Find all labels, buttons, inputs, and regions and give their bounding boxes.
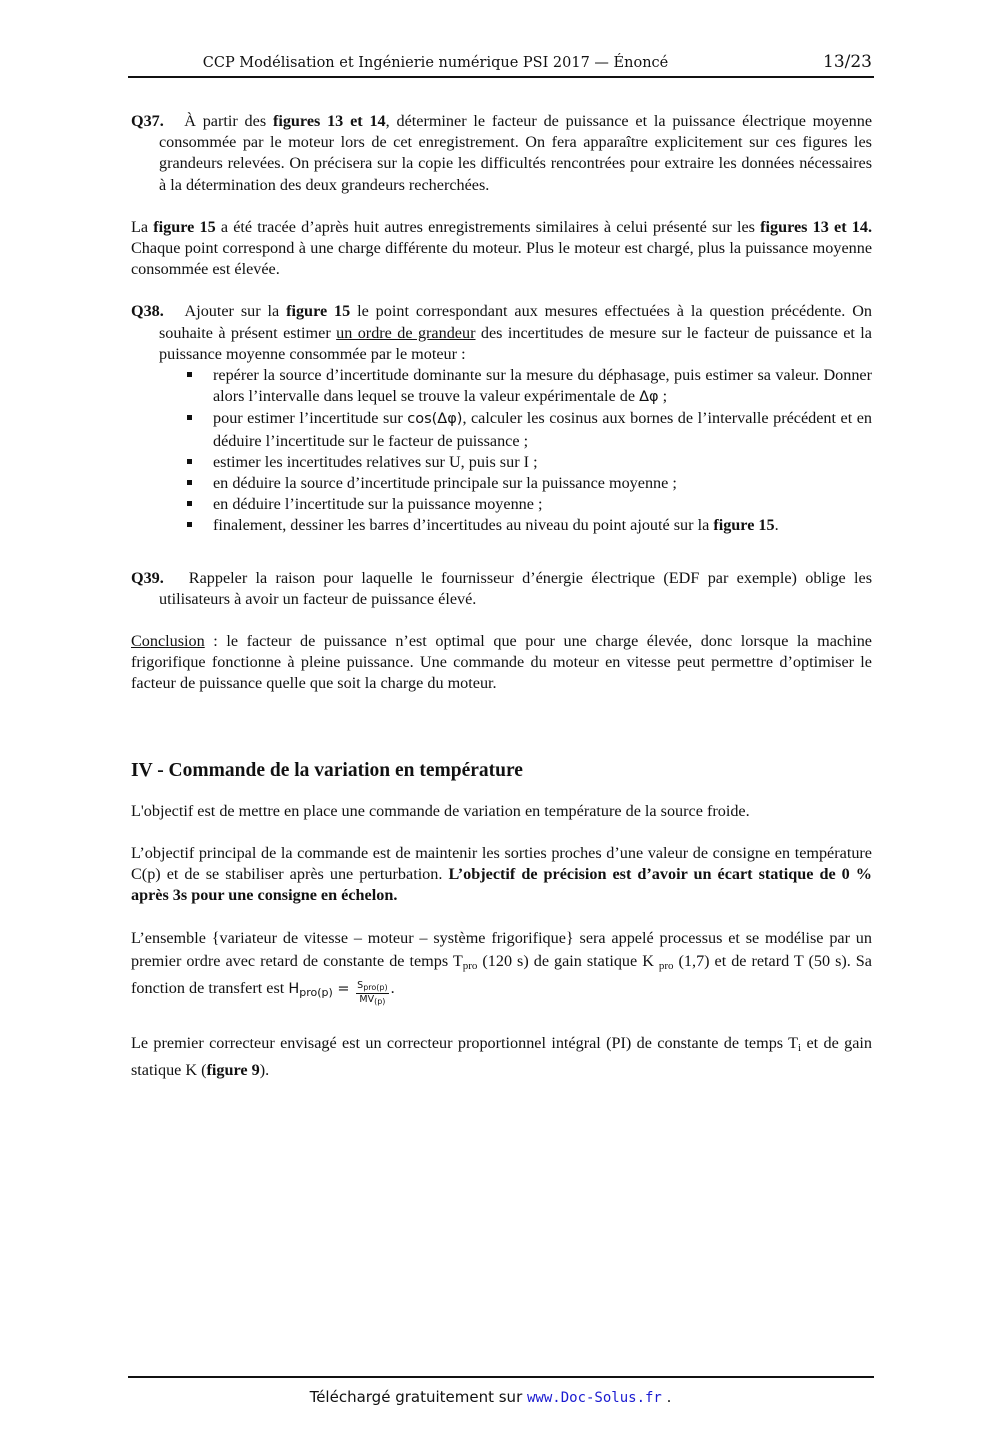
text: ; [658,387,668,406]
text: L’objectif principal de la commande est de maintenir les sorties proches d’une valeur de consigne en température C(p) et de se stabiliser après une perturbation. [131,843,872,884]
question-label: Q37. [131,112,164,130]
bullet-icon [187,501,192,506]
subscript: pro(p) [299,986,333,1000]
text: . [390,979,395,998]
text: , déterminer le facteur de puissance et la puissance électrique moyenne consommée par le moteur lors de cet enregistrement. On fera apparaître explicitement sur ces figures les grandeurs relevées. On précisera sur la copie les difficultés rencontrées pour extraire les données nécessaires à la détermination des deux grandeurs recherchées. [159,112,873,194]
q38-bullet-list [131,365,872,537]
text: À partir des [184,112,273,130]
subscript: i [798,1042,802,1055]
footer-text: Téléchargé gratuitement sur [309,1388,527,1406]
text: La [131,217,154,236]
fraction-numerator [356,980,388,994]
text: : le facteur de puissance n’est optimal que pour une charge élevée, donc lorsque la machine frigorifique fonctionne à pleine puissance. Une commande du moteur en vitesse peut permettre d’optimiser le facteur de puissance quelle que soit la charge du moteur. [131,632,872,693]
list-item [131,494,872,515]
fraction-denominator [356,994,388,1007]
figure-ref: figures 13 et 14. [760,217,873,236]
text: des incertitudes de mesure sur le facteur de puissance et la puissance moyenne consommée par le moteur : [159,323,872,363]
subscript: (p) [374,997,386,1007]
footer-text: . [661,1388,672,1406]
subscript: pro(p) [363,983,388,993]
question-39 [131,568,872,610]
text: ). [259,1060,270,1079]
page-footer [0,1388,981,1406]
transfer-function [288,980,390,1007]
math-cos-delta-phi: cos(Δφ) [407,411,463,428]
list-item [131,408,872,451]
text: L’ensemble {variateur de vitesse – moteur – système frigorifique} sera appelé processus et se modélise par un premier ordre avec retard de constante de temps T [131,929,872,970]
text: Ajouter sur la [184,302,287,321]
bullet-icon [187,372,192,377]
math-symbol: = [332,981,355,998]
text: repérer la source d’incertitude dominante sur la mesure du déphasage, puis estimer sa valeur. Donner alors l’intervalle dans lequel se trouve la valeur expérimentale de [213,366,872,406]
list-item [131,365,872,408]
list-item [131,473,872,494]
list-item [131,515,872,536]
text: en déduire l’incertitude sur la puissance moyenne ; [213,495,543,514]
footer-link[interactable]: www.Doc-Solus.fr [527,1390,662,1406]
question-37 [131,111,872,196]
question-38 [131,301,872,365]
figure-ref: figures 13 et 14 [272,112,386,130]
page-header [128,52,874,78]
paragraph-process-model [131,927,872,1007]
text: Le premier correcteur envisagé est un correcteur proportionnel intégral (PI) de constante de temps T [131,1034,799,1053]
text: (1,7) et de retard T (50 s). Sa fonction de transfert est [131,951,872,998]
text: estimer les incertitudes relatives sur U, puis sur I ; [213,452,538,471]
text: Chaque point correspond à une charge différente du moteur. Plus le moteur est chargé, plus la puissance moyenne consommée est élevée. [131,239,872,279]
header-title: CCP Modélisation et Ingénierie numérique PSI 2017 — Énoncé [202,55,669,71]
subscript: pro [462,959,478,972]
text: le point correspondant aux mesures effectuées à la question précédente. On souhaite à présent estimer [159,302,872,342]
math-symbol: H [288,981,300,998]
math-symbol: S [357,980,364,992]
bullet-icon [187,480,192,485]
underlined-text: un ordre de grandeur [336,323,476,342]
figure-ref: figure 15 [286,302,351,321]
page-number: 13/23 [823,52,872,72]
text: . [774,516,779,535]
bullet-icon [187,459,192,464]
section-heading: IV - Commande de la variation en température [131,759,523,781]
figure-ref: figure 15 [713,516,775,535]
paragraph-figure-15 [131,217,872,281]
question-label: Q38. [131,302,164,321]
list-item [131,452,872,473]
footer-rule [128,1376,874,1378]
figure-ref: figure 15 [153,217,216,236]
conclusion-paragraph [131,631,872,695]
text: pour estimer l’incertitude sur [213,409,408,428]
question-label: Q39. [131,568,164,587]
math-delta-phi: Δφ [639,389,659,406]
bullet-icon [187,522,192,527]
fraction [356,980,388,1007]
text: finalement, dessiner les barres d’incertitudes au niveau du point ajouté sur la [213,516,714,535]
conclusion-label: Conclusion [131,632,205,651]
text: a été tracée d’après huit autres enregistrements similaires à celui présenté sur les [215,217,761,236]
page-content [131,111,872,1081]
text: Rappeler la raison pour laquelle le fournisseur d’énergie électrique (EDF par exemple) oblige les utilisateurs à avoir un facteur de puissance élevé. [159,568,872,608]
paragraph [131,843,872,907]
text: , calculer les cosinus aux bornes de l’intervalle précédent et en déduire l’incertitude sur le facteur de puissance ; [213,409,872,450]
paragraph: L'objectif est de mettre en place une commande de variation en température de la source froide. [131,801,750,820]
bold-text: L’objectif de précision est d’avoir un écart statique de 0 % après 3s pour une consigne en échelon. [131,865,872,905]
paragraph [131,1033,872,1080]
subscript: pro [658,959,674,972]
bullet-icon [187,415,192,420]
figure-ref: figure 9 [206,1060,260,1079]
text: (120 s) de gain statique K [477,951,659,970]
text: en déduire la source d’incertitude principale sur la puissance moyenne ; [213,474,677,493]
math-symbol: MV [359,994,375,1006]
text: et de gain statique K ( [131,1034,872,1079]
